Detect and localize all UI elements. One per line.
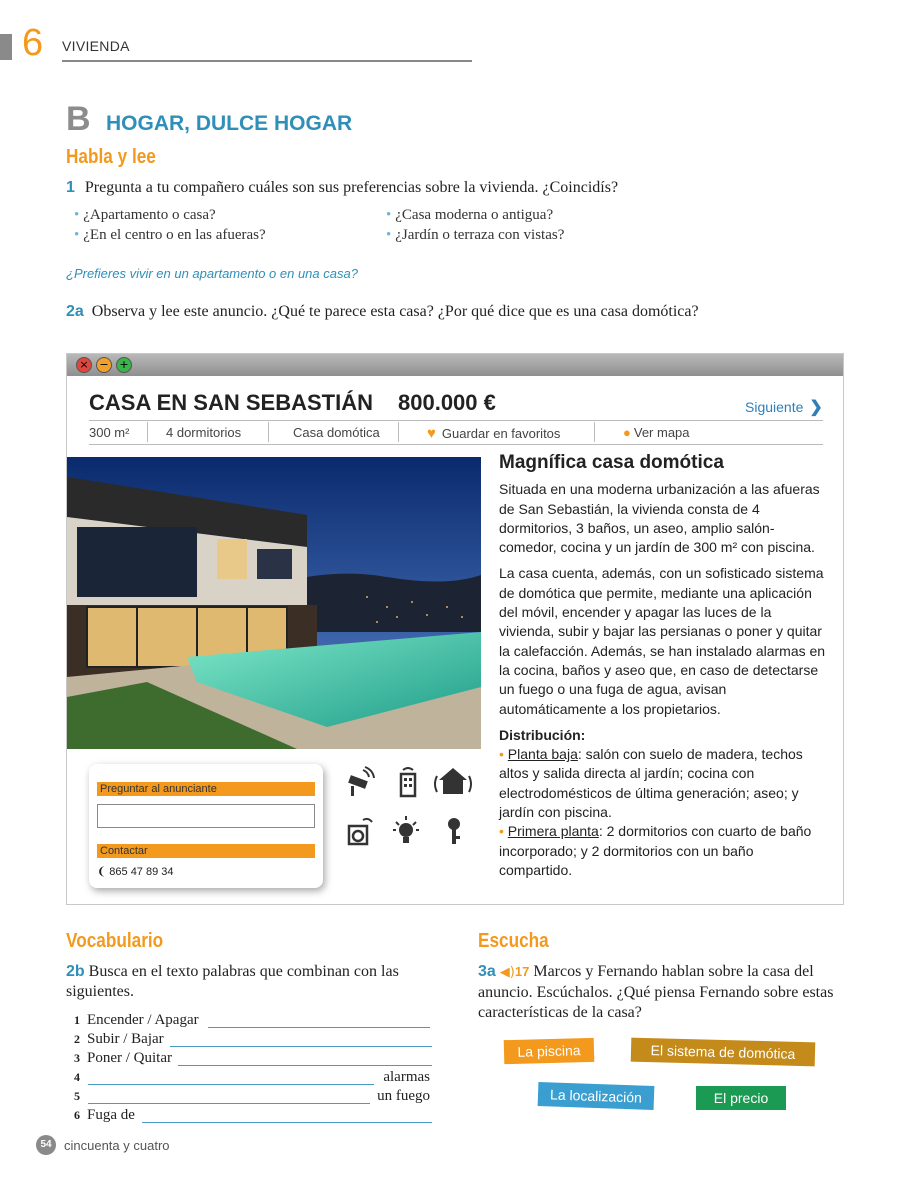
listing-title: CASA EN SAN SEBASTIÁN — [89, 390, 373, 415]
habla-heading: Habla y lee — [66, 146, 156, 168]
answer-line[interactable] — [88, 1103, 370, 1104]
distribution-label: Planta baja — [507, 746, 578, 763]
map-label: Ver mapa — [633, 425, 690, 440]
vocabulary-heading: Vocabulario — [66, 930, 164, 952]
question-item: • ¿Casa moderna o antigua? — [386, 207, 554, 223]
exercise-3a-number: 3a — [478, 963, 496, 980]
exercise-3a — [478, 962, 848, 1023]
vocab-text: Subir / Bajar — [87, 1031, 164, 1047]
smart-key-icon — [437, 814, 471, 848]
feature-type: Casa domótica — [293, 425, 380, 440]
map-pin-icon: ● — [623, 425, 631, 440]
distribution-item: • Primera planta: 2 dormitorios con cuarto de baño incorporado; y 2 dormitorios con un baño compartido. — [499, 823, 812, 878]
vocab-item — [74, 1069, 434, 1088]
vocab-text: un fuego — [377, 1088, 430, 1104]
answer-line[interactable] — [170, 1046, 432, 1047]
distribution-text: : 2 dormitorios con cuarto de baño incorporado; y 2 dormitorios con un baño compartido. — [499, 823, 812, 878]
divider — [594, 422, 595, 442]
unit-number: 6 — [22, 22, 44, 64]
distribution-label: Primera planta — [507, 823, 599, 840]
distribution-item: • Planta baja: salón con suelo de madera, techos altos y salida directa al jardín; cocina con electrodomésticos de última generación; aseo; y jardín con piscina. — [499, 746, 803, 821]
save-favorites-button[interactable] — [427, 425, 560, 442]
maximize-button[interactable]: + — [116, 357, 132, 373]
feature-rooms: 4 dormitorios — [166, 425, 242, 440]
listing-description — [499, 453, 829, 880]
phone-number — [97, 865, 174, 878]
vocab-number: 3 — [74, 1051, 80, 1065]
chevron-right-icon: ❯ — [809, 399, 823, 416]
feature-tag: La piscina — [504, 1038, 595, 1064]
smart-home-icon — [433, 764, 473, 798]
vocab-number: 5 — [74, 1089, 80, 1103]
contact-card — [89, 764, 323, 888]
exercise-2a-text: Observa y lee este anuncio. ¿Qué te parece esta casa? ¿Por qué dice que es una casa domótica? — [91, 303, 699, 320]
exercise-1-text: Pregunta a tu compañero cuáles son sus preferencias sobre la vivienda. ¿Coincidís? — [84, 179, 619, 196]
vocab-number: 4 — [74, 1070, 80, 1084]
exercise-2a — [66, 302, 726, 322]
exercise-2b-number: 2b — [66, 963, 85, 980]
question-text: ¿Apartamento o casa? — [83, 207, 216, 223]
security-camera-icon — [343, 766, 377, 800]
next-link[interactable] — [745, 397, 823, 417]
description-heading: Magnífica casa domótica — [499, 452, 724, 473]
phone-text: 865 47 89 34 — [109, 866, 174, 878]
house-photo — [67, 457, 481, 749]
vocab-item — [74, 1031, 434, 1050]
exercise-2b-text: Busca en el texto palabras que combinan con las siguientes. — [66, 963, 399, 1000]
next-label: Siguiente — [745, 399, 804, 415]
page-number-words: cincuenta y cuatro — [64, 1138, 170, 1153]
distribution-text: : salón con suelo de madera, techos altos y salida directa al jardín; cocina con electrodomésticos de última generación; aseo; y jardín con piscina. — [499, 746, 803, 821]
smart-building-icon — [391, 764, 425, 798]
description-paragraph: Situada en una moderna urbanización a las afueras de San Sebastián, la vivienda consta de 4 dormitorios, 3 baños, un aseo, amplio salón-comedor, cocina y un jardín de 300 m² con piscina. — [499, 481, 820, 556]
ask-advertiser-label: Preguntar al anunciante — [97, 782, 315, 796]
description-paragraph: La casa cuenta, además, con un sofisticado sistema de domótica que permite, mediante una aplicación del móvil, encender y apagar las luces de la vivienda, subir y bajar las persianas o poner y quitar la calefacción. Además, se han instalado alarmas en la cocina, baños y aseo que, en caso de detectarse un fuego o una fuga de agua, avisan automáticamente a los propietarios. — [499, 565, 826, 717]
vocab-number: 2 — [74, 1032, 80, 1046]
vocab-text: Poner / Quitar — [87, 1050, 172, 1066]
listing-price: 800.000 € — [398, 390, 496, 415]
vocab-item — [74, 1088, 434, 1107]
section-letter: B — [66, 100, 91, 138]
vocab-item — [74, 1050, 434, 1069]
answer-line[interactable] — [142, 1122, 432, 1123]
listing-window — [66, 353, 844, 905]
vocab-item — [74, 1012, 434, 1031]
track-number: 17 — [514, 964, 530, 979]
exercise-3a-text: Marcos y Fernando hablan sobre la casa del anuncio. Escúchalos. ¿Qué piensa Fernando sobre estas características de la casa? — [478, 963, 834, 1021]
view-map-link[interactable] — [623, 425, 690, 440]
section-title: HOGAR, DULCE HOGAR — [106, 112, 353, 135]
vocab-text: alarmas — [383, 1069, 430, 1085]
divider — [147, 422, 148, 442]
feature-tag: El sistema de domótica — [631, 1038, 816, 1067]
answer-line[interactable] — [178, 1065, 432, 1066]
minimize-button[interactable]: − — [96, 357, 112, 373]
smart-bulb-icon — [389, 814, 423, 848]
feature-tag: La localización — [538, 1082, 655, 1110]
exercise-2a-number: 2a — [66, 303, 84, 320]
feature-tag: El precio — [696, 1086, 786, 1110]
heart-icon: ♥ — [427, 425, 436, 442]
question-item: • ¿En el centro o en las afueras? — [74, 227, 266, 243]
exercise-1-number: 1 — [66, 179, 75, 196]
divider — [268, 422, 269, 442]
favorites-label: Guardar en favoritos — [441, 426, 561, 441]
close-button[interactable]: × — [76, 357, 92, 373]
feature-area: 300 m² — [89, 425, 130, 440]
audio-icon[interactable]: ◀) — [499, 965, 515, 980]
header-rule — [62, 60, 472, 62]
exercise-2b — [66, 962, 436, 1002]
question-text: ¿Jardín o terraza con vistas? — [395, 227, 565, 243]
vocab-number: 1 — [74, 1013, 80, 1027]
window-titlebar — [67, 354, 843, 376]
exercise-1 — [66, 179, 618, 197]
unit-tab — [0, 34, 12, 60]
divider — [89, 420, 823, 421]
listening-heading: Escucha — [478, 930, 549, 952]
distribution-title: Distribución: — [499, 726, 586, 743]
answer-line[interactable] — [208, 1027, 430, 1028]
vocab-number: 6 — [74, 1108, 80, 1122]
divider — [89, 444, 823, 445]
page-number: 54 — [36, 1135, 56, 1155]
vocab-item — [74, 1107, 434, 1126]
answer-line[interactable] — [88, 1084, 374, 1085]
model-question: ¿Prefieres vivir en un apartamento o en una casa? — [66, 266, 358, 281]
ask-advertiser-input[interactable] — [97, 804, 315, 828]
phone-icon: ❨ — [97, 866, 110, 878]
smart-washer-icon — [343, 814, 377, 848]
divider — [398, 422, 399, 442]
question-text: ¿En el centro o en las afueras? — [83, 227, 266, 243]
contact-button[interactable]: Contactar — [97, 844, 315, 858]
question-item: • ¿Jardín o terraza con vistas? — [386, 227, 565, 243]
question-item: • ¿Apartamento o casa? — [74, 207, 216, 223]
vocab-text: Encender / Apagar — [87, 1012, 199, 1028]
vocab-text: Fuga de — [87, 1107, 135, 1123]
question-text: ¿Casa moderna o antigua? — [395, 207, 554, 223]
unit-title: VIVIENDA — [62, 38, 130, 54]
